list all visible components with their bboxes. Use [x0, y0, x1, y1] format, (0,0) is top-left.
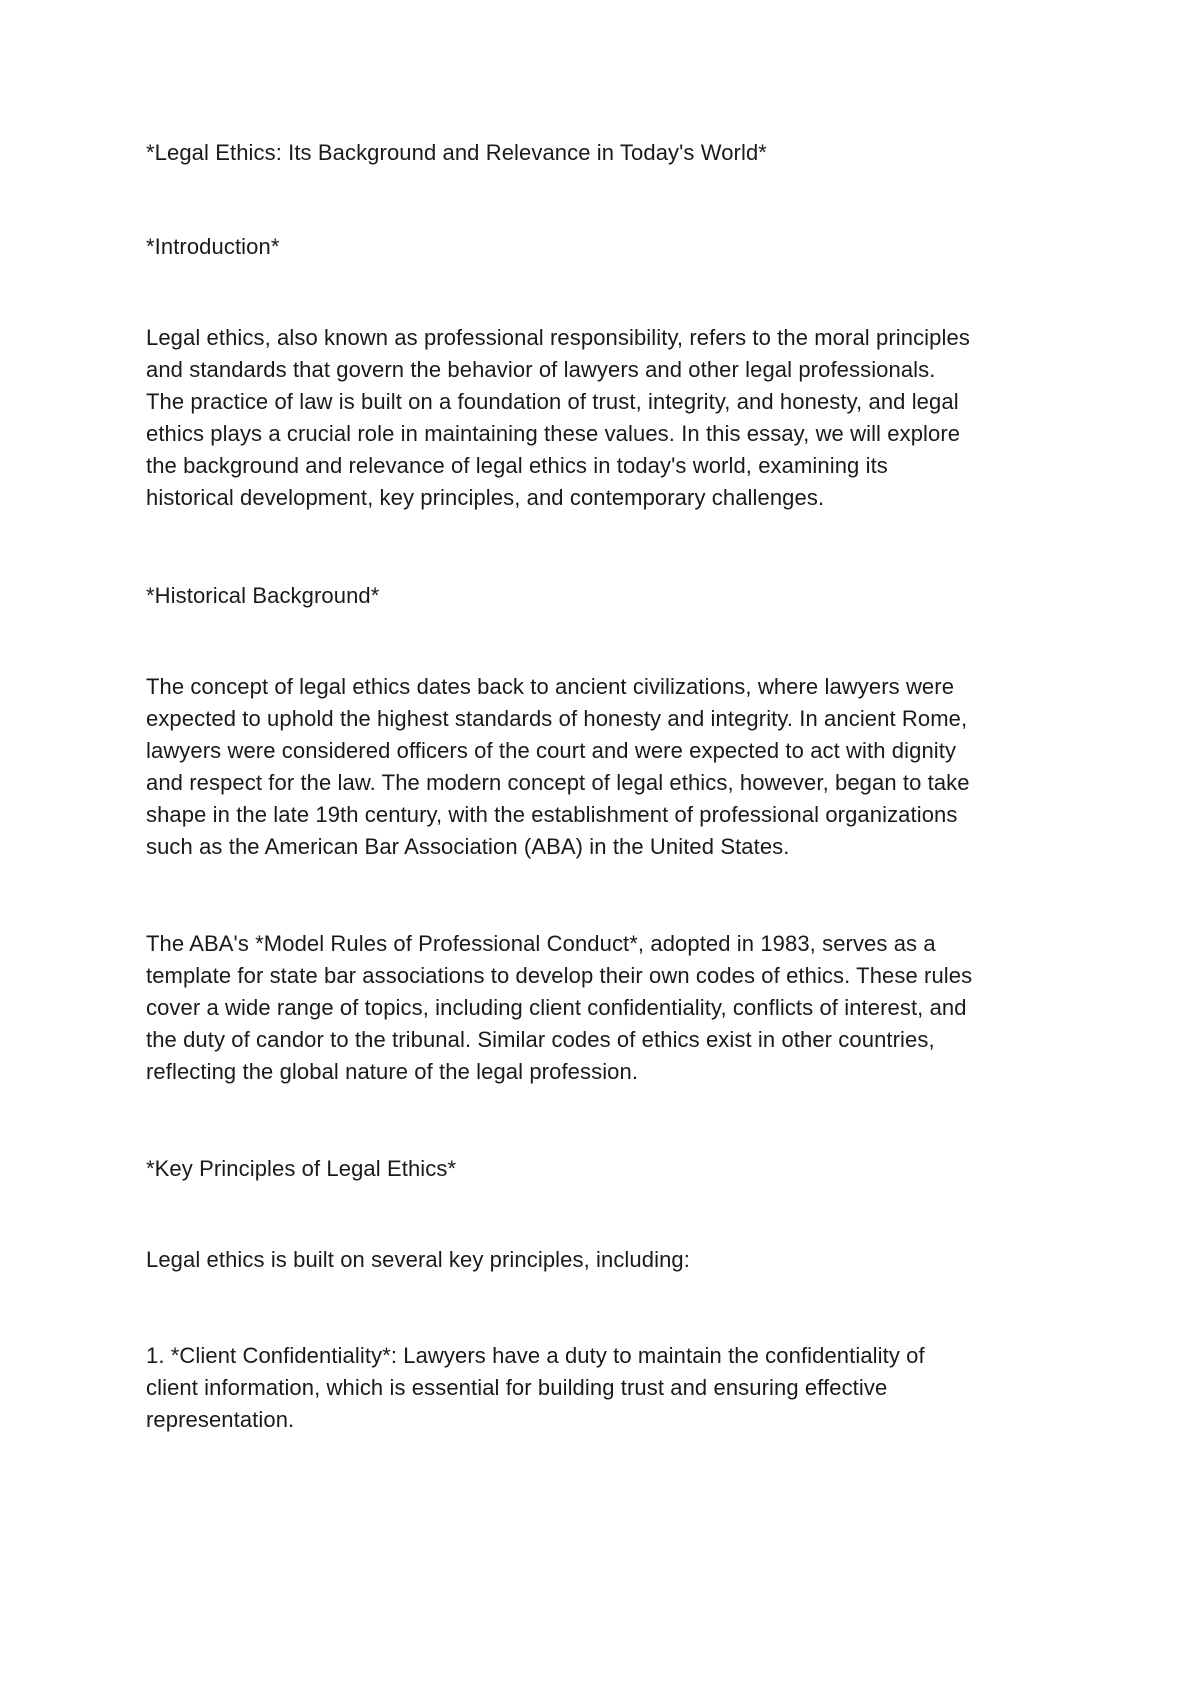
- history-p2-line-5: reflecting the global nature of the legal profession.: [146, 1059, 639, 1084]
- history-p1-line-3: lawyers were considered officers of the court and were expected to act with dignity: [146, 738, 957, 763]
- principle-1-line-3: representation.: [146, 1407, 295, 1432]
- intro-line-2: and standards that govern the behavior of lawyers and other legal professionals.: [146, 357, 936, 382]
- history-p1-line-2: expected to uphold the highest standards of honesty and integrity. In ancient Rome,: [146, 706, 968, 731]
- history-p2-line-1: The ABA's *Model Rules of Professional Conduct*, adopted in 1983, serves as a: [146, 931, 936, 956]
- history-p1-line-4: and respect for the law. The modern concept of legal ethics, however, began to take: [146, 770, 970, 795]
- principles-intro: Legal ethics is built on several key principles, including:: [146, 1247, 690, 1272]
- history-p1-line-6: such as the American Bar Association (ABA) in the United States.: [146, 834, 790, 859]
- principle-1-line-1: 1. *Client Confidentiality*: Lawyers have a duty to maintain the confidentiality of: [146, 1343, 925, 1368]
- principle-1-line-2: client information, which is essential for building trust and ensuring effective: [146, 1375, 888, 1400]
- history-p2-line-4: the duty of candor to the tribunal. Similar codes of ethics exist in other countries,: [146, 1027, 935, 1052]
- history-heading: *Historical Background*: [146, 583, 380, 608]
- document-title: *Legal Ethics: Its Background and Relevance in Today's World*: [146, 140, 767, 165]
- introduction-heading: *Introduction*: [146, 234, 280, 259]
- history-p2-line-2: template for state bar associations to develop their own codes of ethics. These rules: [146, 963, 973, 988]
- intro-line-6: historical development, key principles, and contemporary challenges.: [146, 485, 825, 510]
- intro-line-4: ethics plays a crucial role in maintaining these values. In this essay, we will explore: [146, 421, 961, 446]
- principles-heading: *Key Principles of Legal Ethics*: [146, 1156, 457, 1181]
- intro-line-5: the background and relevance of legal ethics in today's world, examining its: [146, 453, 888, 478]
- history-p1-line-5: shape in the late 19th century, with the establishment of professional organizations: [146, 802, 958, 827]
- intro-line-1: Legal ethics, also known as professional responsibility, refers to the moral principles: [146, 325, 970, 350]
- intro-line-3: The practice of law is built on a foundation of trust, integrity, and honesty, and legal: [146, 389, 959, 414]
- history-p2-line-3: cover a wide range of topics, including client confidentiality, conflicts of interest, and: [146, 995, 967, 1020]
- history-p1-line-1: The concept of legal ethics dates back to ancient civilizations, where lawyers were: [146, 674, 955, 699]
